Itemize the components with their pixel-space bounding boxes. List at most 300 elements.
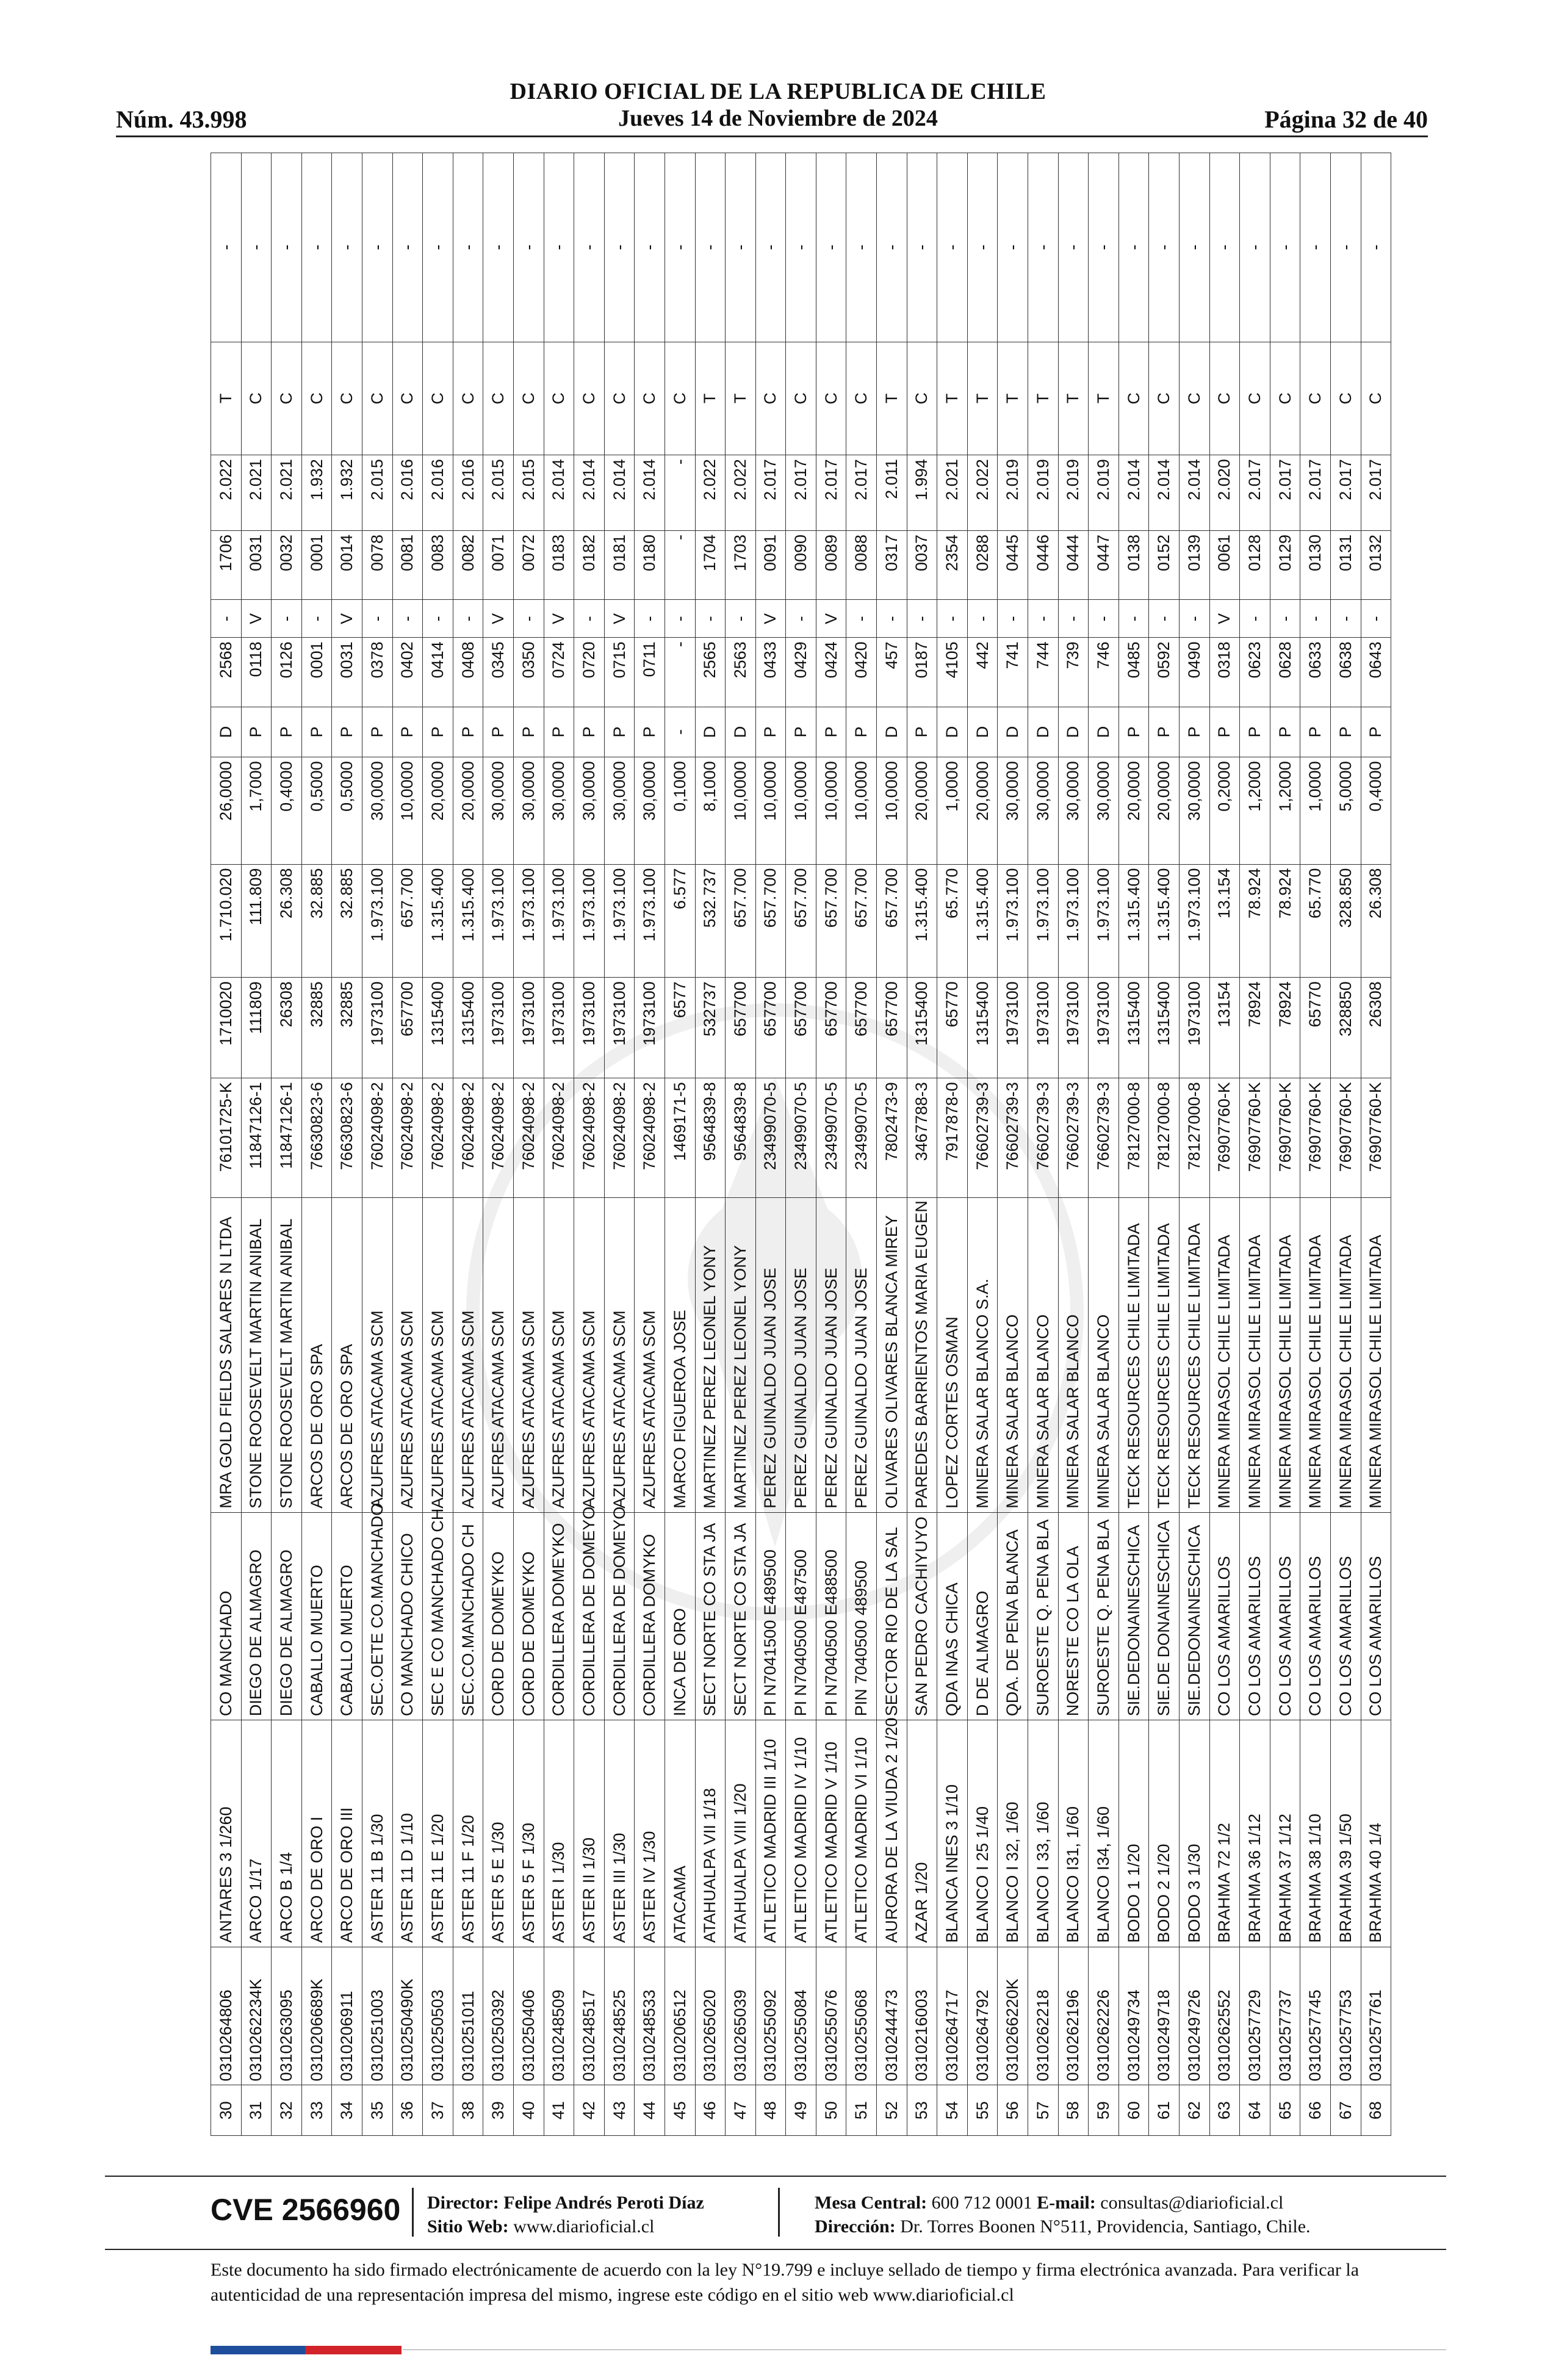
table-cell: 20,0000 — [423, 757, 453, 864]
table-cell: 0310257753 — [1330, 1947, 1361, 2085]
table-cell: 0402 — [392, 638, 423, 707]
table-cell: 0032 — [272, 530, 302, 599]
table-cell: 76024098-2 — [392, 1078, 423, 1198]
table-cell: 1.973.100 — [604, 864, 635, 978]
table-cell: 1,2000 — [1270, 757, 1300, 864]
table-cell: C — [332, 342, 362, 455]
table-cell: - — [241, 153, 272, 342]
table-cell: 0310257737 — [1270, 1947, 1300, 2085]
table-row — [1209, 153, 1240, 2136]
table-cell: - — [1028, 153, 1059, 342]
table-cell: MARCO FIGUEROA JOSE — [665, 1198, 695, 1513]
table-row — [211, 153, 242, 2136]
table-cell: 58 — [1058, 2085, 1089, 2136]
table-cell: P — [392, 707, 423, 757]
table-cell: C — [604, 342, 635, 455]
table-cell: MINERA SALAR BLANCO — [1089, 1198, 1119, 1513]
table-cell: 2.022 — [695, 455, 726, 531]
table-cell: 3467788-3 — [907, 1078, 937, 1198]
table-cell: 30,0000 — [604, 757, 635, 864]
table-row — [483, 153, 514, 2136]
table-cell: 0310264806 — [211, 1947, 242, 2085]
table-cell: 76024098-2 — [513, 1078, 544, 1198]
table-cell: - — [1270, 153, 1300, 342]
table-cell: 43 — [604, 2085, 635, 2136]
table-cell: 76630823-6 — [301, 1078, 332, 1198]
table-cell: - — [635, 153, 665, 342]
table-cell: 2.015 — [483, 455, 514, 531]
table-cell: BLANCO I 32, 1/60 — [998, 1720, 1028, 1947]
director-block — [427, 2191, 704, 2238]
table-cell: 0643 — [1361, 638, 1391, 707]
table-cell: TECK RESOURCES CHILE LIMITADA — [1149, 1198, 1180, 1513]
table-cell: 0072 — [513, 530, 544, 599]
mesa-label: Mesa Central: — [815, 2193, 927, 2213]
table-cell: 0638 — [1330, 638, 1361, 707]
table-cell: 0310251003 — [362, 1947, 392, 2085]
table-cell: - — [1118, 600, 1149, 638]
table-cell: 65.770 — [937, 864, 968, 978]
table-cell: V — [816, 600, 846, 638]
table-cell: SAN PEDRO CACHIYUYO — [907, 1512, 937, 1720]
table-cell: V — [604, 600, 635, 638]
table-row — [1028, 153, 1059, 2136]
table-cell: ATLETICO MADRID III 1/10 — [755, 1720, 786, 1947]
table-cell: CORDILLERA DE DOMEYO — [574, 1512, 605, 1720]
table-cell: C — [574, 342, 605, 455]
table-cell: 10,0000 — [786, 757, 816, 864]
table-cell: 2.022 — [211, 455, 242, 531]
table-cell: ASTER 5 E 1/30 — [483, 1720, 514, 1947]
table-cell: 10,0000 — [816, 757, 846, 864]
table-cell: ARCOS DE ORO SPA — [301, 1198, 332, 1513]
table-row — [453, 153, 483, 2136]
table-cell: P — [574, 707, 605, 757]
table-cell: ATLETICO MADRID V 1/10 — [816, 1720, 846, 1947]
table-cell: 0,4000 — [272, 757, 302, 864]
table-cell: 26308 — [1361, 978, 1391, 1078]
table-cell: ASTER III 1/30 — [604, 1720, 635, 1947]
table-cell: SEC E CO MANCHADO CH — [423, 1512, 453, 1720]
table-cell: 0310206689K — [301, 1947, 332, 2085]
table-cell: SIE.DEDONAINESCHICA — [1180, 1512, 1210, 1720]
table-cell: 39 — [483, 2085, 514, 2136]
table-cell: 0310250406 — [513, 1947, 544, 2085]
table-cell: 0345 — [483, 638, 514, 707]
table-cell: 0118 — [241, 638, 272, 707]
table-cell: BRAHMA 39 1/50 — [1330, 1720, 1361, 1947]
table-cell: 0310250392 — [483, 1947, 514, 2085]
table-cell: AZUFRES ATACAMA SCM — [635, 1198, 665, 1513]
table-cell: - — [967, 153, 998, 342]
table-cell: - — [544, 153, 574, 342]
table-cell: 0061 — [1209, 530, 1240, 599]
table-cell: 0,5000 — [332, 757, 362, 864]
table-cell: 1.315.400 — [1118, 864, 1149, 978]
table-cell: 30,0000 — [1058, 757, 1089, 864]
header-rule — [116, 135, 1428, 137]
table-cell: 10,0000 — [877, 757, 907, 864]
table-cell: ATACAMA — [665, 1720, 695, 1947]
table-cell: 0088 — [846, 530, 877, 599]
table-cell: 66 — [1300, 2085, 1331, 2136]
table-cell: 2.019 — [998, 455, 1028, 531]
table-cell: - — [937, 153, 968, 342]
table-cell: - — [665, 707, 695, 757]
table-cell: - — [726, 600, 756, 638]
table-row — [1240, 153, 1270, 2136]
table-cell: LOPEZ CORTES OSMAN — [937, 1198, 968, 1513]
table-cell: - — [755, 153, 786, 342]
table-cell: 0310255076 — [816, 1947, 846, 2085]
table-cell: P — [423, 707, 453, 757]
table-cell: P — [301, 707, 332, 757]
table-cell: 23499070-5 — [816, 1078, 846, 1198]
table-cell: 2.017 — [816, 455, 846, 531]
table-cell: 30,0000 — [483, 757, 514, 864]
table-row — [937, 153, 968, 2136]
table-cell: 1315400 — [1149, 978, 1180, 1078]
table-cell: 657.700 — [846, 864, 877, 978]
table-cell: V — [755, 600, 786, 638]
table-cell: - — [211, 153, 242, 342]
table-cell: 657700 — [877, 978, 907, 1078]
table-cell: - — [816, 153, 846, 342]
table-cell: 62 — [1180, 2085, 1210, 2136]
table-cell: 0152 — [1149, 530, 1180, 599]
table-cell: 0310265020 — [695, 1947, 726, 2085]
table-cell: - — [1149, 600, 1180, 638]
table-cell: 0623 — [1240, 638, 1270, 707]
table-cell: ARCO DE ORO III — [332, 1720, 362, 1947]
table-cell: 61 — [1149, 2085, 1180, 2136]
table-cell: 0310250490K — [392, 1947, 423, 2085]
table-cell: 0310262226 — [1089, 1947, 1119, 2085]
table-cell: 0310257761 — [1361, 1947, 1391, 2085]
table-cell: PI N7040500 E487500 — [786, 1512, 816, 1720]
table-cell: CO LOS AMARILLOS — [1209, 1512, 1240, 1720]
table-cell: C — [453, 342, 483, 455]
table-cell: 49 — [786, 2085, 816, 2136]
director-name: Felipe Andrés Peroti Díaz — [503, 2193, 704, 2213]
table-cell: 46 — [695, 2085, 726, 2136]
table-cell: 76024098-2 — [362, 1078, 392, 1198]
table-cell: 1.973.100 — [1089, 864, 1119, 978]
table-cell: - — [1270, 600, 1300, 638]
table-cell: 34 — [332, 2085, 362, 2136]
table-cell: CO LOS AMARILLOS — [1270, 1512, 1300, 1720]
table-cell: MINERA MIRASOL CHILE LIMITADA — [1330, 1198, 1361, 1513]
table-cell: 1,0000 — [937, 757, 968, 864]
table-cell: 657700 — [726, 978, 756, 1078]
table-cell: 2.017 — [1361, 455, 1391, 531]
table-cell: 10,0000 — [726, 757, 756, 864]
table-cell: 32885 — [332, 978, 362, 1078]
table-cell: 2.017 — [1240, 455, 1270, 531]
table-cell: CABALLO MUERTO — [301, 1512, 332, 1720]
table-cell: 76024098-2 — [574, 1078, 605, 1198]
table-row — [1270, 153, 1300, 2136]
table-cell: 1315400 — [1118, 978, 1149, 1078]
table-cell: 0183 — [544, 530, 574, 599]
table-cell: AZUFRES ATACAMA SCM — [392, 1198, 423, 1513]
table-cell: 0429 — [786, 638, 816, 707]
table-cell: 23499070-5 — [786, 1078, 816, 1198]
table-cell: - — [877, 153, 907, 342]
footer-top-rule — [105, 2176, 1446, 2177]
email-link[interactable]: consultas@diarioficial.cl — [1100, 2193, 1284, 2213]
table-cell: 0310262218 — [1028, 1947, 1059, 2085]
table-cell: V — [483, 600, 514, 638]
table-cell: MARTINEZ PEREZ LEONEL YONY — [726, 1198, 756, 1513]
table-cell: 0310255068 — [846, 1947, 877, 2085]
table-cell: 54 — [937, 2085, 968, 2136]
table-cell: 657.700 — [816, 864, 846, 978]
table-cell: P — [1209, 707, 1240, 757]
table-cell: - — [846, 153, 877, 342]
table-row — [755, 153, 786, 2136]
table-cell: 0310248525 — [604, 1947, 635, 2085]
table-cell: 0433 — [755, 638, 786, 707]
table-cell: T — [877, 342, 907, 455]
table-cell: 1973100 — [635, 978, 665, 1078]
table-cell: 76602739-3 — [1028, 1078, 1059, 1198]
table-cell: 6577 — [665, 978, 695, 1078]
table-cell: 0132 — [1361, 530, 1391, 599]
table-cell: C — [544, 342, 574, 455]
table-cell: 657700 — [392, 978, 423, 1078]
table-cell: - — [846, 600, 877, 638]
table-cell: 2.014 — [544, 455, 574, 531]
table-cell: C — [755, 342, 786, 455]
table-row — [907, 153, 937, 2136]
table-cell: T — [937, 342, 968, 455]
table-cell: 657700 — [755, 978, 786, 1078]
table-cell: - — [211, 600, 242, 638]
table-cell: CO LOS AMARILLOS — [1240, 1512, 1270, 1720]
table-cell: 1.973.100 — [998, 864, 1028, 978]
table-cell: - — [665, 455, 695, 531]
table-cell: 442 — [967, 638, 998, 707]
table-row — [816, 153, 846, 2136]
table-cell: PEREZ GUINALDO JUAN JOSE — [786, 1198, 816, 1513]
table-cell: 31 — [241, 2085, 272, 2136]
table-cell: 0310265039 — [726, 1947, 756, 2085]
table-cell: D — [695, 707, 726, 757]
table-cell: 76602739-3 — [1058, 1078, 1089, 1198]
mesa-phone: 600 712 0001 — [931, 2193, 1032, 2213]
email-label: E-mail: — [1037, 2193, 1096, 2213]
table-cell: C — [1240, 342, 1270, 455]
table-cell: 5,0000 — [1330, 757, 1361, 864]
table-cell: P — [544, 707, 574, 757]
table-cell: 53 — [907, 2085, 937, 2136]
table-cell: ARCO DE ORO I — [301, 1720, 332, 1947]
table-cell: - — [1361, 153, 1391, 342]
table-cell: P — [604, 707, 635, 757]
table-cell: 0310249734 — [1118, 1947, 1149, 2085]
table-cell: 2.019 — [1028, 455, 1059, 531]
table-cell: 2.021 — [241, 455, 272, 531]
table-cell: 2.017 — [1270, 455, 1300, 531]
table-cell: 1973100 — [998, 978, 1028, 1078]
table-cell: 2.014 — [604, 455, 635, 531]
publication-title: DIARIO OFICIAL DE LA REPUBLICA DE CHILE — [510, 79, 1046, 104]
table-cell: 0378 — [362, 638, 392, 707]
table-cell: 1.973.100 — [513, 864, 544, 978]
table-cell: P — [1270, 707, 1300, 757]
table-cell: 10,0000 — [392, 757, 423, 864]
table-cell: 1973100 — [1180, 978, 1210, 1078]
table-cell: P — [1118, 707, 1149, 757]
table-cell: SIE.DEDONAINESCHICA — [1118, 1512, 1149, 1720]
table-cell: 7917878-0 — [937, 1078, 968, 1198]
table-cell: 7802473-9 — [877, 1078, 907, 1198]
table-cell: 1.994 — [907, 455, 937, 531]
table-cell: CORD DE DOMEYKO — [513, 1512, 544, 1720]
table-cell: ATAHUALPA VII 1/18 — [695, 1720, 726, 1947]
table-cell: 0310248509 — [544, 1947, 574, 2085]
table-cell: - — [483, 153, 514, 342]
table-cell: T — [211, 342, 242, 455]
table-cell: - — [907, 600, 937, 638]
table-cell: 55 — [967, 2085, 998, 2136]
site-link[interactable]: www.diarioficial.cl — [513, 2216, 655, 2237]
table-cell: 2.016 — [423, 455, 453, 531]
table-cell: SEC.OETE CO.MANCHADO — [362, 1512, 392, 1720]
table-cell: ASTER 5 F 1/30 — [513, 1720, 544, 1947]
table-cell: 1973100 — [1058, 978, 1089, 1078]
table-cell: 2.020 — [1209, 455, 1240, 531]
table-cell: 76024098-2 — [604, 1078, 635, 1198]
table-cell: 20,0000 — [1149, 757, 1180, 864]
table-cell: C — [1149, 342, 1180, 455]
site-label: Sitio Web: — [427, 2216, 509, 2237]
table-cell: C — [816, 342, 846, 455]
table-cell: P — [755, 707, 786, 757]
table-cell: 1973100 — [1028, 978, 1059, 1078]
table-cell: ASTER 11 B 1/30 — [362, 1720, 392, 1947]
table-cell: SECT NORTE CO STA JA — [695, 1512, 726, 1720]
table-cell: - — [1118, 153, 1149, 342]
table-cell: 0317 — [877, 530, 907, 599]
table-cell: 0089 — [816, 530, 846, 599]
table-cell: - — [998, 153, 1028, 342]
table-cell: 13.154 — [1209, 864, 1240, 978]
table-cell: 2.017 — [1330, 455, 1361, 531]
table-cell: AURORA DE LA VIUDA 2 1/20 — [877, 1720, 907, 1947]
table-cell: 1.973.100 — [574, 864, 605, 978]
table-cell: 0310264792 — [967, 1947, 998, 2085]
table-cell: 6.577 — [665, 864, 695, 978]
table-cell: - — [786, 153, 816, 342]
table-cell: 0081 — [392, 530, 423, 599]
table-cell: 65 — [1270, 2085, 1300, 2136]
table-cell: - — [1089, 600, 1119, 638]
table-cell: ASTER 11 D 1/10 — [392, 1720, 423, 1947]
table-cell: C — [513, 342, 544, 455]
table-cell: - — [1089, 153, 1119, 342]
table-cell: 30 — [211, 2085, 242, 2136]
table-cell: 0310263095 — [272, 1947, 302, 2085]
table-cell: 23499070-5 — [846, 1078, 877, 1198]
table-cell: - — [513, 153, 544, 342]
table-cell: 657700 — [816, 978, 846, 1078]
table-cell: 2.016 — [453, 455, 483, 531]
table-cell: 0720 — [574, 638, 605, 707]
table-cell: T — [695, 342, 726, 455]
table-cell: - — [907, 153, 937, 342]
table-cell: - — [1330, 153, 1361, 342]
table-cell: AZUFRES ATACAMA SCM — [423, 1198, 453, 1513]
table-cell: 0130 — [1300, 530, 1331, 599]
table-cell: 2354 — [937, 530, 968, 599]
table-cell: 1706 — [211, 530, 242, 599]
table-cell: C — [1361, 342, 1391, 455]
table-cell: 1,7000 — [241, 757, 272, 864]
table-cell: - — [1240, 153, 1270, 342]
table-cell: 657.700 — [755, 864, 786, 978]
table-row — [513, 153, 544, 2136]
table-cell: 23499070-5 — [755, 1078, 786, 1198]
table-cell: 0,5000 — [301, 757, 332, 864]
table-cell: 50 — [816, 2085, 846, 2136]
table-cell: D — [1058, 707, 1089, 757]
table-cell: TECK RESOURCES CHILE LIMITADA — [1180, 1198, 1210, 1513]
table-cell: 1315400 — [907, 978, 937, 1078]
table-cell: 0310249726 — [1180, 1947, 1210, 2085]
table-cell: 65770 — [937, 978, 968, 1078]
issue-date: Jueves 14 de Noviembre de 2024 — [618, 106, 938, 131]
table-cell: - — [1180, 600, 1210, 638]
table-cell: P — [635, 707, 665, 757]
table-cell: 2.014 — [1118, 455, 1149, 531]
table-cell: 1.932 — [332, 455, 362, 531]
table-cell: ARCO B 1/4 — [272, 1720, 302, 1947]
table-cell: P — [907, 707, 937, 757]
table-cell: 30,0000 — [998, 757, 1028, 864]
table-cell: 0139 — [1180, 530, 1210, 599]
table-cell: 32 — [272, 2085, 302, 2136]
table-cell: 76024098-2 — [483, 1078, 514, 1198]
table-cell: 0420 — [846, 638, 877, 707]
table-cell: PAREDES BARRIENTOS MARIA EUGEN — [907, 1198, 937, 1513]
table-cell: 1.315.400 — [907, 864, 937, 978]
table-cell: 2.017 — [846, 455, 877, 531]
table-cell: V — [241, 600, 272, 638]
table-cell: BODO 1 1/20 — [1118, 1720, 1149, 1947]
table-row — [332, 153, 362, 2136]
table-cell: - — [574, 153, 605, 342]
table-cell: 0310216003 — [907, 1947, 937, 2085]
table-cell: 52 — [877, 2085, 907, 2136]
table-cell: MINERA SALAR BLANCO S.A. — [967, 1198, 998, 1513]
table-row — [604, 153, 635, 2136]
table-cell: - — [1028, 600, 1059, 638]
table-cell: P — [1180, 707, 1210, 757]
table-cell: CORDILLERA DOMEYKO — [544, 1512, 574, 1720]
table-cell: - — [1300, 153, 1331, 342]
address-value: Dr. Torres Boonen N°511, Providencia, Santiago, Chile. — [900, 2216, 1311, 2237]
table-cell: 0350 — [513, 638, 544, 707]
table-cell: 0310249718 — [1149, 1947, 1180, 2085]
table-cell: 0592 — [1149, 638, 1180, 707]
table-cell: 78127000-8 — [1118, 1078, 1149, 1198]
table-cell: P — [241, 707, 272, 757]
table-cell: ASTER I 1/30 — [544, 1720, 574, 1947]
table-cell: CABALLO MUERTO — [332, 1512, 362, 1720]
table-cell: 13154 — [1209, 978, 1240, 1078]
